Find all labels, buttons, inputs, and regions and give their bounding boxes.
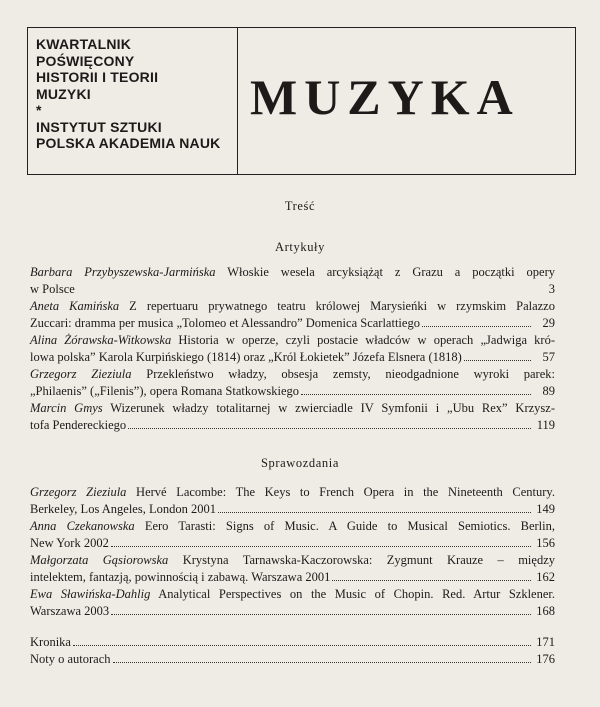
publisher-line: INSTYTUT SZTUKI [36, 118, 162, 135]
publisher-line: POLSKA AKADEMIA NAUK [36, 135, 221, 151]
entry-second-line [30, 349, 555, 366]
entry-second-line [30, 383, 555, 400]
entry-title: Historia w operze, czyli postacie władców w operach „Jadwiga kró- [171, 333, 555, 347]
entry-title: Hervé Lacombe: The Keys to French Opera in the Nineteenth Century. [126, 485, 555, 499]
entry-title-cont: Warszawa 2003 [30, 604, 110, 618]
toc-entry[interactable] [30, 484, 555, 518]
entry-author: Barbara Przybyszewska-Jarmińska [30, 265, 216, 279]
toc-entry[interactable] [30, 586, 555, 620]
toc-entry[interactable] [30, 332, 555, 366]
entry-author: Marcin Gmys [30, 401, 103, 415]
dot-leader [113, 662, 531, 663]
toc-entry[interactable] [30, 518, 555, 552]
entry-second-line [30, 281, 555, 298]
journal-title: MUZYKA [250, 69, 520, 125]
dot-leader [111, 614, 531, 615]
entry-author: Grzegorz Zieziula [30, 367, 132, 381]
toc-entry[interactable] [30, 298, 555, 332]
toc-entry[interactable] [30, 400, 555, 434]
entry-second-line [30, 603, 555, 620]
page-number: 89 [542, 384, 555, 398]
entry-title: Analytical Perspectives on the Music of Chopin. Red. Artur Szklener. [150, 587, 555, 601]
entry-title: Przekleństwo władzy, obsesja zemsty, nieodgadnione wyroki parek: [131, 367, 555, 381]
entry-title: Kronika [30, 635, 71, 649]
publisher-line: POŚWIĘCONY [36, 52, 135, 69]
entry-title: Włoskie wesela arcyksiążąt z Grazu a początki opery [215, 265, 555, 279]
entry-author: Małgorzata Gąsiorowska [30, 553, 169, 567]
dot-leader [301, 394, 531, 395]
page-number: 176 [536, 652, 555, 666]
page-number: 57 [542, 350, 555, 364]
entry-first-line [30, 484, 555, 501]
entry-title-cont: Zuccari: dramma per musica „Tolomeo et Alessandro” Domenica Scarlattiego [30, 316, 420, 330]
dot-leader [218, 512, 531, 513]
toc-entry[interactable] [30, 651, 555, 668]
entry-title: Wizerunek władzy totalitarnej w zwierciadle IV Symfonii i „Ubu Rex” Krzysz- [102, 401, 555, 415]
dot-leader [128, 428, 531, 429]
entry-first-line [30, 552, 555, 569]
page-number: 3 [548, 282, 555, 296]
entry-first-line [30, 400, 555, 417]
page-number: 162 [536, 570, 555, 584]
page-number: 156 [536, 536, 555, 550]
page-number: 149 [536, 502, 555, 516]
entry-title-cont: Berkeley, Los Angeles, London 2001 [30, 502, 216, 516]
entry-title: Eero Tarasti: Signs of Music. A Guide to Musical Semiotics. Berlin, [134, 519, 556, 533]
articles-heading: Artykuły [275, 240, 325, 254]
toc-entry[interactable] [30, 552, 555, 586]
contents-heading: Treść [284, 199, 316, 213]
entry-title-cont: w Polsce [30, 282, 75, 296]
reports-list [30, 484, 555, 620]
entry-title-cont: lowa polska” Karola Kurpińskiego (1814) oraz „Król Łokietek” Józefa Elsnera (1818) [30, 350, 462, 364]
dot-leader [332, 580, 531, 581]
entry-title-cont: intelektem, fantazją, powinnością i zabawą. Warszawa 2001 [30, 570, 331, 584]
entry-first-line [30, 586, 555, 603]
page-number: 171 [536, 635, 555, 649]
entry-title-cont: tofa Pendereckiego [30, 418, 127, 432]
entry-title-cont: „Philaenis” („Filenis”), opera Romana Statkowskiego [30, 384, 300, 398]
entry-first-line [30, 264, 555, 281]
articles-list [30, 264, 555, 434]
toc-entry[interactable] [30, 366, 555, 400]
entry-second-line [30, 501, 555, 518]
publisher-separator: * [36, 102, 42, 118]
publisher-line: KWARTALNIK [36, 36, 132, 52]
entry-author: Anna Czekanowska [30, 519, 135, 533]
misc-list [30, 634, 555, 668]
entry-author: Alina Żórawska-Witkowska [30, 333, 172, 347]
publisher-block [28, 28, 238, 174]
dot-leader [111, 546, 531, 547]
entry-second-line [30, 569, 555, 586]
entry-title: Krystyna Tarnawska-Kaczorowska: Zygmunt Krauze – między [168, 553, 555, 567]
toc-entry[interactable] [30, 264, 555, 298]
entry-second-line [30, 535, 555, 552]
reports-heading: Sprawozdania [260, 456, 339, 470]
entry-first-line [30, 298, 555, 315]
entry-title-cont: New York 2002 [30, 536, 109, 550]
toc-entry[interactable] [30, 634, 555, 651]
page-number: 29 [542, 316, 555, 330]
entry-author: Ewa Sławińska-Dahlig [30, 587, 151, 601]
masthead-box [27, 27, 576, 175]
entry-first-line [30, 518, 555, 535]
dot-leader [464, 360, 531, 361]
entry-first-line [30, 332, 555, 349]
dot-leader [422, 326, 531, 327]
page-number: 119 [536, 418, 555, 432]
entry-title: Z repertuaru prywatnego teatru królowej Marysieńki w rzymskim Palazzo [119, 299, 555, 313]
entry-first-line [30, 366, 555, 383]
entry-title: Noty o autorach [30, 652, 111, 666]
dot-leader [73, 645, 531, 646]
entry-second-line [30, 315, 555, 332]
entry-second-line [30, 417, 555, 434]
publisher-line: MUZYKI [36, 85, 91, 102]
entry-author: Grzegorz Zieziula [30, 485, 127, 499]
page-number: 168 [536, 604, 555, 618]
publisher-line: HISTORII I TEORII [36, 69, 159, 85]
entry-author: Aneta Kamińska [30, 299, 120, 313]
